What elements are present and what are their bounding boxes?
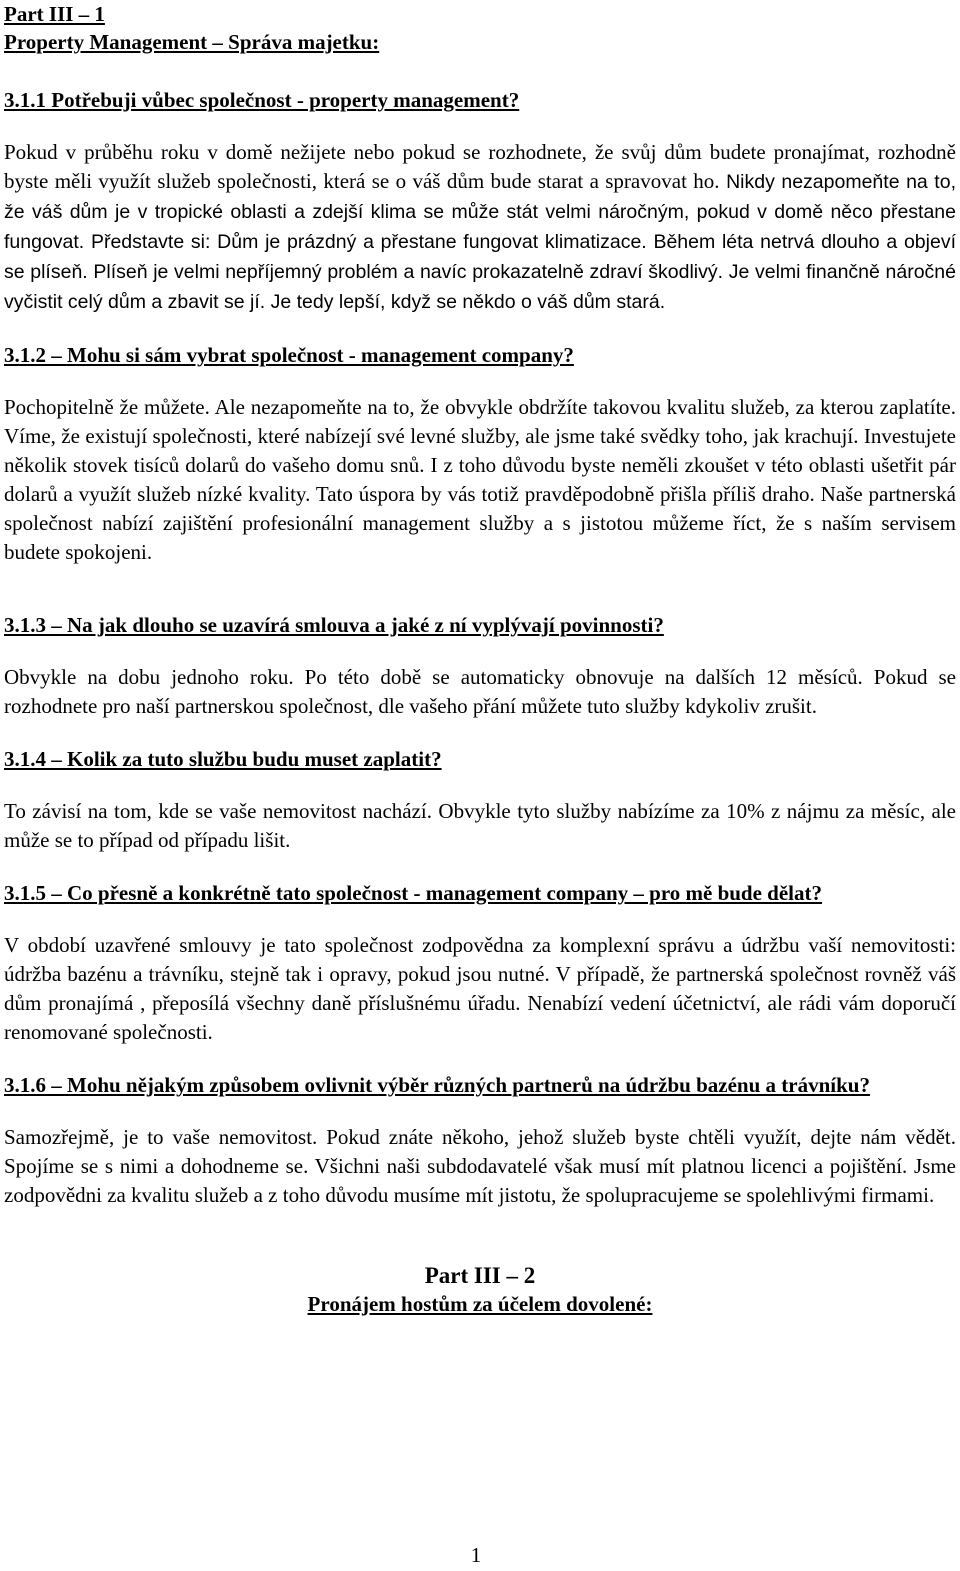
part-heading: Part III – 1 xyxy=(4,2,105,26)
section-title-3-1-5: 3.1.5 – Co přesně a konkrétně tato společnost - management company – pro mě bude dělat? xyxy=(4,881,823,905)
part-2-heading: Part III – 2 xyxy=(424,1263,536,1288)
paragraph-rest: Nikdy nezapomeňte na to, že váš dům je v tropické oblasti a zdejší klima se může stát velmi náročným, pokud v domě něco přestane fungovat. Představte si: Dům je prázdný a přestane fungovat klimatizace. Během léta netrvá dlouho a objeví se plíseň. Plíseň je velmi nepříjemný problém a navíc prokazatelně zdraví škodlivý. Je velmi finančně náročné vyčistit celý dům a zbavit se jí. Je tedy lepší, když se někdo o váš dům stará. xyxy=(4,171,956,313)
section-title-3-1-3: 3.1.3 – Na jak dlouho se uzavírá smlouva a jaké z ní vyplývají povinnosti? xyxy=(4,613,664,637)
section-paragraph-3-1-5: V období uzavřené smlouvy je tato společnost zodpovědna za komplexní správu a údržbu vaší nemovitosti: údržba bazénu a trávníku, stejně tak i opravy, pokud jsou nutné. V případě, že partnerská společnost rovněž váš dům pronajímá , přeposílá všechny daně příslušnému úřadu. Nenabízí vedení účetnictví, ale rádi vám doporučí renomované společnosti. xyxy=(4,933,956,1044)
section-paragraph-3-1-3: Obvykle na dobu jednoho roku. Po této době se automaticky obnovuje na dalších 12 měsíců. Pokud se rozhodnete pro naší partnerskou společnost, dle vašeho přání můžete tuto služby kdykoliv zrušit. xyxy=(4,665,956,718)
page-number: 1 xyxy=(470,1543,482,1567)
section-title-3-1-2: 3.1.2 – Mohu si sám vybrat společnost - management company? xyxy=(4,343,574,367)
section-paragraph-3-1-2: Pochopitelně že můžete. Ale nezapomeňte na to, že obvykle obdržíte takovou kvalitu služeb, za kterou zaplatíte. Víme, že existují společnosti, které nabízejí své levné služby, ale jsme také svědky toho, jak krachují. Investujete několik stovek tisíců dolarů do vašeho domu snů. I z toho důvodu byste neměli zkoušet v této oblasti ušetřit pár dolarů a využít služeb nízké kvality. Tato úspora by vás totiž pravděpodobně přišla příliš draho. Naše partnerská společnost nabízí zajištění profesionální management služby a s jistotou můžeme říct, že s naším servisem budete spokojeni. xyxy=(4,395,956,564)
section-paragraph-3-1-1 xyxy=(4,138,956,317)
section-paragraph-3-1-6: Samozřejmě, je to vaše nemovitost. Pokud znáte někoho, jehož služeb byste chtěli využít, dejte nám vědět. Spojíme se s nimi a dohodneme se. Všichni naši subdodavatelé však musí mít platnou licenci a pojištění. Jsme zodpovědni za kvalitu služeb a z toho důvodu musíme mít jistotu, že spolupracujeme se spolehlivými firmami. xyxy=(4,1125,956,1207)
section-title-3-1-6: 3.1.6 – Mohu nějakým způsobem ovlivnit výběr různých partnerů na údržbu bazénu a trávníku? xyxy=(4,1073,870,1097)
part-subheading: Property Management – Správa majetku: xyxy=(4,30,380,54)
part-2-subheading: Pronájem hostům za účelem dovolené: xyxy=(307,1292,653,1316)
section-title-3-1-1: 3.1.1 Potřebuji vůbec společnost - property management? xyxy=(4,88,520,112)
section-paragraph-3-1-4: To závisí na tom, kde se vaše nemovitost nachází. Obvykle tyto služby nabízíme za 10% z nájmu za měsíc, ale může se to případ od případu lišit. xyxy=(4,799,956,852)
paragraph-lead: Pokud v průběhu roku v domě nežijete nebo pokud se rozhodnete, že svůj dům budete pronajímat, rozhodně byste měli využít služeb společnosti, která se o váš dům bude starat a spravovat ho. xyxy=(4,140,956,193)
document-page xyxy=(4,0,956,1318)
section-title-3-1-4: 3.1.4 – Kolik za tuto službu budu muset zaplatit? xyxy=(4,747,442,771)
